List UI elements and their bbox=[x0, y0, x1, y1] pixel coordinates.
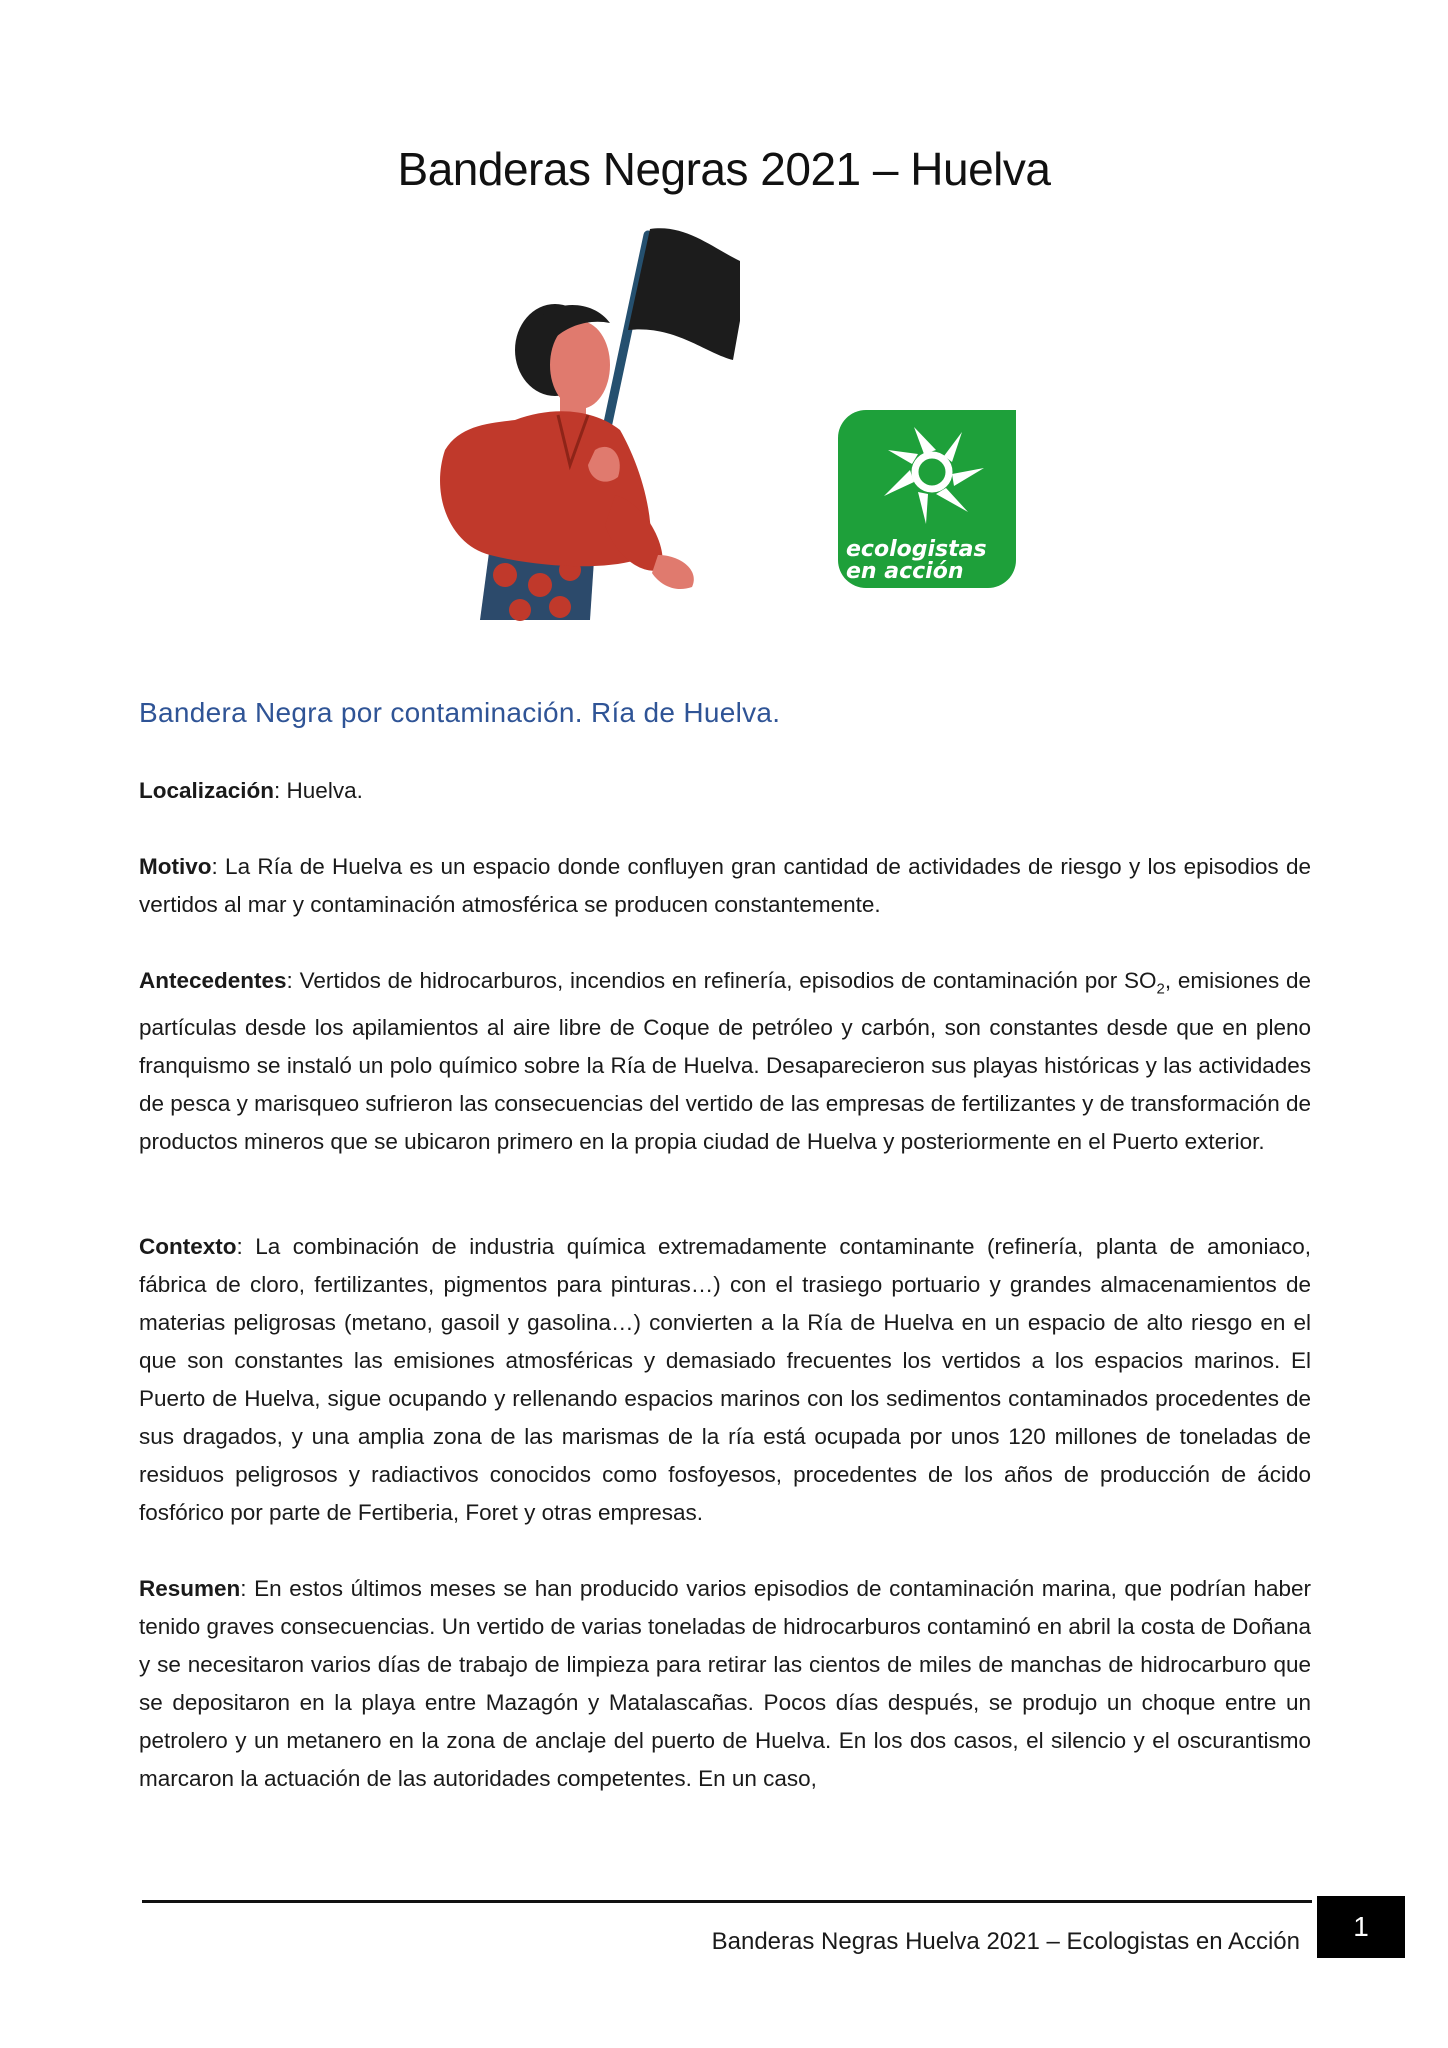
contexto-label: Contexto bbox=[139, 1234, 237, 1259]
localizacion-text: : Huelva. bbox=[274, 778, 363, 803]
motivo-paragraph bbox=[139, 848, 1311, 924]
motivo-text: : La Ría de Huelva es un espacio donde confluyen gran cantidad de actividades de riesgo y los episodios de vertidos al mar y contaminación atmosférica se producen constantemente. bbox=[139, 854, 1311, 917]
document-title: Banderas Negras 2021 – Huelva bbox=[397, 143, 1051, 195]
antecedentes-paragraph bbox=[139, 962, 1311, 1161]
contexto-text: : La combinación de industria química extremadamente contaminante (refinería, planta de amoniaco, fábrica de cloro, fertilizantes, pigmentos para pinturas…) con el trasiego portuario y grandes almacenamientos de materias peligrosas (metano, gasoil y gasolina…) convierten a la Ría de Huelva en un espacio de alto riesgo en el que son constantes las emisiones atmosféricas y demasiado frecuentes los vertidos a los espacios marinos. El Puerto de Huelva, sigue ocupando y rellenando espacios marinos con los sedimentos contaminados procedentes de sus dragados, y una amplia zona de las marismas de la ría está ocupada por unos 120 millones de toneladas de residuos peligrosos y radiactivos conocidos como fosfoyesos, procedentes de los años de producción de ácido fosfórico por parte de Fertiberia, Foret y otras empresas. bbox=[139, 1234, 1311, 1525]
antecedentes-label: Antecedentes bbox=[139, 968, 287, 993]
footer-rule bbox=[142, 1900, 1312, 1903]
localizacion-paragraph bbox=[139, 772, 1311, 810]
so2-subscript: 2 bbox=[1156, 980, 1165, 998]
resumen-label: Resumen bbox=[139, 1576, 241, 1601]
localizacion-label: Localización bbox=[139, 778, 275, 803]
antecedentes-text-before: : Vertidos de hidrocarburos, incendios en refinería, episodios de contaminación por SO bbox=[286, 968, 1157, 993]
resumen-text: : En estos últimos meses se han producido varios episodios de contaminación marina, que podrían haber tenido graves consecuencias. Un vertido de varias toneladas de hidrocarburos contaminó en abril la costa de Doñana y se necesitaron varios días de trabajo de limpieza para retirar las cientos de miles de manchas de hidrocarburo que se depositaron en la playa entre Mazagón y Matalascañas. Pocos días después, se produjo un choque entre un petrolero y un metanero en la zona de anclaje del puerto de Huelva. En los dos casos, el silencio y el oscurantismo marcaron la actuación de las autoridades competentes. En un caso, bbox=[139, 1576, 1311, 1791]
logo-text-line1: ecologistas bbox=[846, 537, 987, 562]
contexto-paragraph bbox=[139, 1228, 1311, 1532]
resumen-paragraph bbox=[139, 1570, 1311, 1798]
section-title: Bandera Negra por contaminación. Ría de Huelva. bbox=[139, 697, 781, 728]
footer-text: Banderas Negras Huelva 2021 – Ecologistas en Acción bbox=[711, 1928, 1300, 1955]
woman-with-black-flag-illustration bbox=[420, 225, 740, 625]
logo-text-line2: en acción bbox=[846, 559, 964, 584]
antecedentes-text-after: , emisiones de partículas desde los apilamientos al aire libre de Coque de petróleo y carbón, son constantes desde que en pleno franquismo se instaló un polo químico sobre la Ría de Huelva. Desaparecieron sus playas históricas y las actividades de pesca y marisqueo sufrieron las consecuencias del vertido de las empresas de fertilizantes y de transformación de productos mineros que se ubicaron primero en la propia ciudad de Huelva y posteriormente en el Puerto exterior. bbox=[139, 968, 1311, 1154]
page-number: 1 bbox=[1317, 1896, 1405, 1958]
motivo-label: Motivo bbox=[139, 854, 212, 879]
ecologistas-en-accion-logo bbox=[838, 410, 1016, 588]
